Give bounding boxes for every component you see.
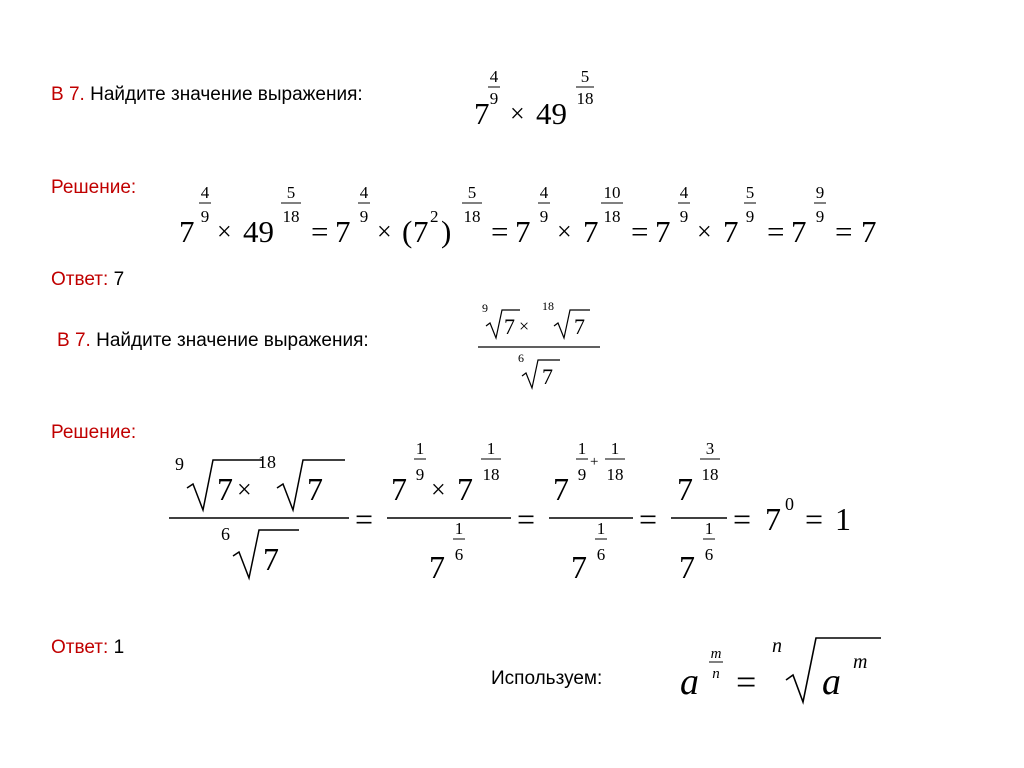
sol2-radicand: 7 xyxy=(263,541,279,577)
sol2-term: 7 xyxy=(765,501,781,537)
sol2-exp-num: 1 xyxy=(704,519,714,538)
sol2-radicand: 7 xyxy=(307,471,323,507)
task1-solution-label: Решение: xyxy=(51,177,137,198)
formula-equals: = xyxy=(736,662,757,702)
sol1-exp-den: 18 xyxy=(463,207,481,226)
sol1-exp-den: 9 xyxy=(539,207,549,226)
sol2-exp-den: 9 xyxy=(415,465,425,484)
sol2-exp-den: 6 xyxy=(704,545,714,564)
sol2-root-index: 6 xyxy=(221,524,230,544)
sol1-exp: 2 xyxy=(430,207,439,226)
sol1-exp-num: 4 xyxy=(359,183,369,202)
task1-exp2-num: 5 xyxy=(580,67,590,86)
sol2-equals: = xyxy=(733,501,752,537)
sol2-exp: 0 xyxy=(785,494,794,514)
sol2-exp-den: 6 xyxy=(454,545,464,564)
sol2-exp-num: 1 xyxy=(454,519,464,538)
sol1-exp-den: 18 xyxy=(282,207,300,226)
task2-answer xyxy=(51,638,124,657)
task2-radicand: 7 xyxy=(504,314,515,339)
sol1-exp-num: 4 xyxy=(200,183,210,202)
sol1-term: 7 xyxy=(655,214,671,249)
task2-answer-value: 1 xyxy=(113,637,125,658)
sol2-exp-num: 1 xyxy=(415,439,425,458)
sol2-times: × xyxy=(431,475,446,504)
sol1-equals: = xyxy=(491,214,509,249)
task2-answer-label: Ответ: xyxy=(51,637,109,658)
sol1-term: 7 xyxy=(583,214,599,249)
formula-radicand: a xyxy=(822,661,841,703)
sol1-exp-den: 9 xyxy=(359,207,369,226)
task2-solution xyxy=(165,438,865,593)
sol1-exp-num: 4 xyxy=(679,183,689,202)
formula-exp-num: m xyxy=(710,646,722,662)
sol2-root-index: 9 xyxy=(175,454,184,474)
sol1-exp-den: 9 xyxy=(200,207,210,226)
formula-radicand-exp: m xyxy=(853,651,868,673)
sol2-times: × xyxy=(237,475,252,504)
sol2-exp-den: 18 xyxy=(606,465,624,484)
sol1-paren: ( xyxy=(402,214,413,249)
sol2-term: 7 xyxy=(679,549,695,585)
sol2-term: 7 xyxy=(553,471,569,507)
sol1-term: 7 xyxy=(515,214,531,249)
sol1-term: 7 xyxy=(723,214,739,249)
formula-expression xyxy=(676,628,891,708)
sol1-equals: = xyxy=(631,214,649,249)
task1-expression xyxy=(470,62,610,132)
sol1-paren: ) xyxy=(441,214,452,249)
formula-exp-den: n xyxy=(712,666,720,682)
sol2-exp-num: 1 xyxy=(486,439,496,458)
task2-radicand: 7 xyxy=(574,314,585,339)
task1-exp1-num: 4 xyxy=(489,67,499,86)
sol2-exp-num: 1 xyxy=(596,519,606,538)
task1-answer-value: 7 xyxy=(113,269,125,290)
task2-root-index: 6 xyxy=(518,351,524,365)
task2-root-index: 9 xyxy=(482,301,488,315)
formula-base: a xyxy=(680,661,699,703)
sol1-term: 7 xyxy=(413,214,429,249)
task2-expression xyxy=(474,296,609,396)
task2-solution-label: Решение: xyxy=(51,422,137,443)
sol1-times: × xyxy=(557,217,572,246)
sol2-equals: = xyxy=(355,501,374,537)
sol2-equals: = xyxy=(517,501,536,537)
sol1-term: 7 xyxy=(179,214,195,249)
task2-times: × xyxy=(519,316,530,336)
sol1-exp-num: 5 xyxy=(745,183,755,202)
sol2-result: 1 xyxy=(835,501,851,537)
task1-base2: 49 xyxy=(536,96,567,131)
sol2-term: 7 xyxy=(391,471,407,507)
task1-exp2-den: 18 xyxy=(576,89,594,108)
sol1-exp-den: 9 xyxy=(745,207,755,226)
sol2-term: 7 xyxy=(429,549,445,585)
sol2-term: 7 xyxy=(457,471,473,507)
task2-prompt: Найдите значение выражения: xyxy=(96,330,369,351)
sol1-exp-num: 10 xyxy=(603,183,621,202)
sol1-times: × xyxy=(697,217,712,246)
task1-prompt: Найдите значение выражения: xyxy=(90,84,363,105)
sol1-term: 7 xyxy=(791,214,807,249)
sol1-exp-num: 5 xyxy=(467,183,477,202)
sol1-times: × xyxy=(377,217,392,246)
sol1-exp-den: 9 xyxy=(679,207,689,226)
sol1-equals: = xyxy=(767,214,785,249)
sol2-exp-den: 18 xyxy=(701,465,719,484)
sol1-result: 7 xyxy=(861,214,877,249)
sol1-equals: = xyxy=(835,214,853,249)
sol1-exp-num: 4 xyxy=(539,183,549,202)
sol1-times: × xyxy=(217,217,232,246)
sol2-plus: + xyxy=(590,454,599,470)
task1-header xyxy=(51,85,363,104)
task2-header xyxy=(57,331,369,350)
sol2-root-index: 18 xyxy=(258,452,276,472)
task2-root-index: 18 xyxy=(542,299,554,313)
sol1-equals: = xyxy=(311,214,329,249)
sol2-term: 7 xyxy=(571,549,587,585)
sol2-exp-num: 3 xyxy=(705,439,715,458)
sol2-exp-num: 1 xyxy=(577,439,587,458)
sol1-term: 7 xyxy=(335,214,351,249)
sol1-term: 49 xyxy=(243,214,274,249)
sol2-exp-den: 18 xyxy=(482,465,500,484)
sol1-exp-num: 9 xyxy=(815,183,825,202)
formula-label: Используем: xyxy=(491,668,603,689)
sol2-radicand: 7 xyxy=(217,471,233,507)
sol2-exp-den: 9 xyxy=(577,465,587,484)
sol2-equals: = xyxy=(805,501,824,537)
task1-exp1-den: 9 xyxy=(489,89,499,108)
sol1-exp-den: 18 xyxy=(603,207,621,226)
sol2-exp-den: 6 xyxy=(596,545,606,564)
task1-solution xyxy=(175,178,895,253)
sol1-exp-den: 9 xyxy=(815,207,825,226)
sol1-exp-num: 5 xyxy=(286,183,296,202)
task2-number: В 7. xyxy=(57,330,91,351)
task1-times: × xyxy=(510,99,525,128)
task1-answer xyxy=(51,270,124,289)
task1-answer-label: Ответ: xyxy=(51,269,109,290)
task1-number: В 7. xyxy=(51,84,85,105)
formula-root-index: n xyxy=(772,635,782,657)
sol2-term: 7 xyxy=(677,471,693,507)
task2-radicand: 7 xyxy=(542,364,553,389)
task1-base1: 7 xyxy=(474,96,490,131)
sol2-equals: = xyxy=(639,501,658,537)
sol2-exp-num: 1 xyxy=(610,439,620,458)
